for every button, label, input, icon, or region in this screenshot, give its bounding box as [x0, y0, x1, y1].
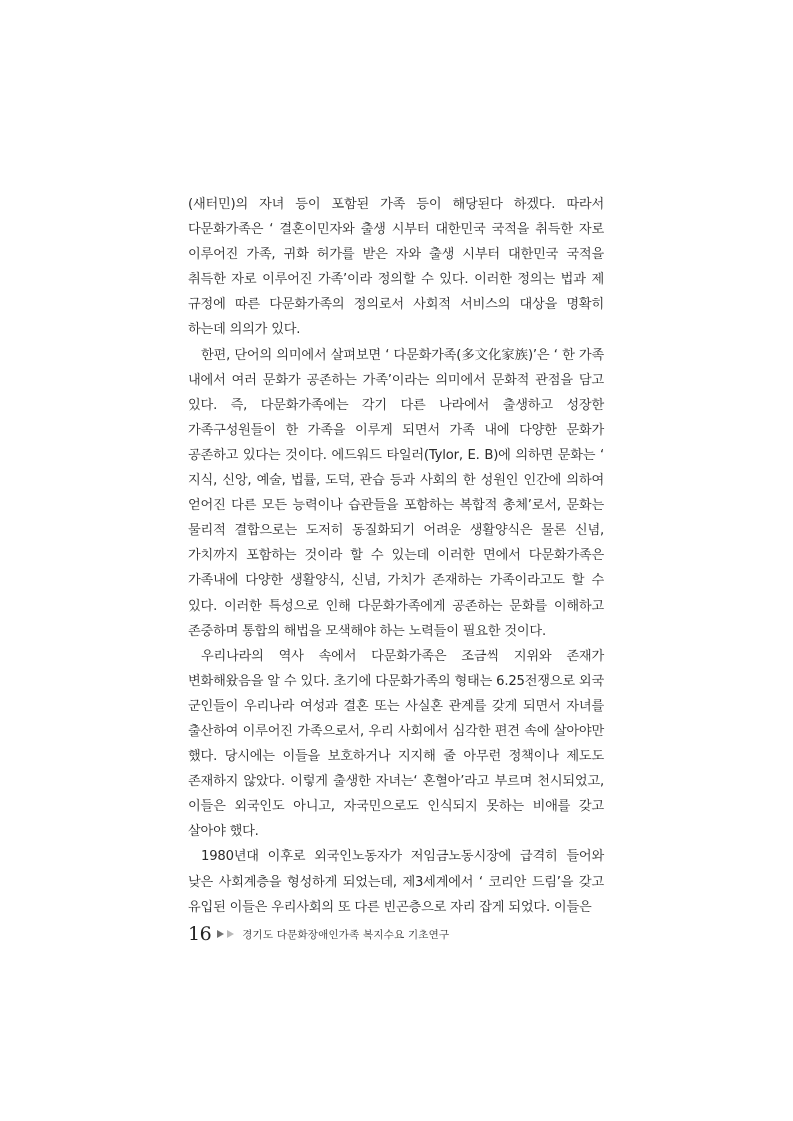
paragraph-2: 한편, 단어의 의미에서 살펴보면 ‘ 다문화가족(多文化家族)’은 ‘ 한 가족 내에서 여러 문화가 공존하는 가족’이라는 의미에서 문화적 관점을 담고 있다. 즉, 다문화가족에는 각기 다른 나라에서 출생하고 성장한 가족구성원들이 한 가족을 이루게 되면서 가족 내에 다양한 문화가 공존하고 있다는 것이다. 에드워드 타일러(Tylor, E. B)에 의하면 문화는 ‘ 지식, 신앙, 예술, 법률, 도덕, 관습 등과 사회의 한 성원인 인간에 의하여 얻어진 다른 모든 능력이나 습관들을 포함하는 복합적 총체’로서, 문화는 물리적 결합으로는 도저히 동질화되기 어려운 생활양식은 물론 신념, 가치까지 포함하는 것이라 할 수 있는데 이러한 면에서 다문화가족은 가족내에 다양한 생활양식, 신념, 가치가 존재하는 가족이라고도 할 수 있다. 이러한 특성으로 인해 다문화가족에게 공존하는 문화를 이해하고 존중하며 통합의 해법을 모색해야 하는 노력들이 필요한 것이다.	[188, 347, 604, 639]
double-arrow-icon	[217, 930, 234, 938]
body-text	[188, 192, 604, 920]
dark-arrow-icon	[217, 930, 224, 938]
page-footer	[188, 920, 449, 948]
light-arrow-icon	[227, 930, 234, 938]
running-title: 경기도 다문화장애인가족 복지수요 기초연구	[242, 928, 450, 941]
page-number: 16	[188, 923, 212, 945]
paragraph-1: (새터민)의 자녀 등이 포함된 가족 등이 해당된다 하겠다. 따라서 다문화가족은 ‘ 결혼이민자와 출생 시부터 대한민국 국적을 취득한 자로 이루어진 가족, 귀화 허가를 받은 자와 출생 시부터 대한민국 국적을 취득한 자로 이루어진 가족’이라 정의할 수 있다. 이러한 정의는 법과 제 규정에 따른 다문화가족의 정의로서 사회적 서비스의 대상을 명확히 하는데 의의가 있다.	[188, 197, 604, 338]
paragraph-3: 우리나라의 역사 속에서 다문화가족은 조금씩 지위와 존재가 변화해왔음을 알 수 있다. 초기에 다문화가족의 형태는 6.25전쟁으로 외국 군인들이 우리나라 여성과 결혼 또는 사실혼 관계를 갖게 되면서 자녀를 출산하여 이루어진 가족으로서, 우리 사회에서 심각한 편견 속에 살아야만 했다. 당시에는 이들을 보호하거나 지지해 줄 아무런 정책이나 제도도 존재하지 않았다. 이렇게 출생한 자녀는‘ 혼혈아’라고 부르며 천시되었고, 이들은 외국인도 아니고, 자국민으로도 인식되지 못하는 비애를 갖고 살아야 했다.	[188, 648, 604, 840]
paragraph-4: 1980년대 이후로 외국인노동자가 저임금노동시장에 급격히 들어와 낮은 사회계층을 형성하게 되었는데, 제3세계에서 ‘ 코리안 드림’을 갖고 유입된 이들은 우리사회의 또 다른 빈곤층으로 자리 잡게 되었다. 이들은	[188, 849, 604, 915]
